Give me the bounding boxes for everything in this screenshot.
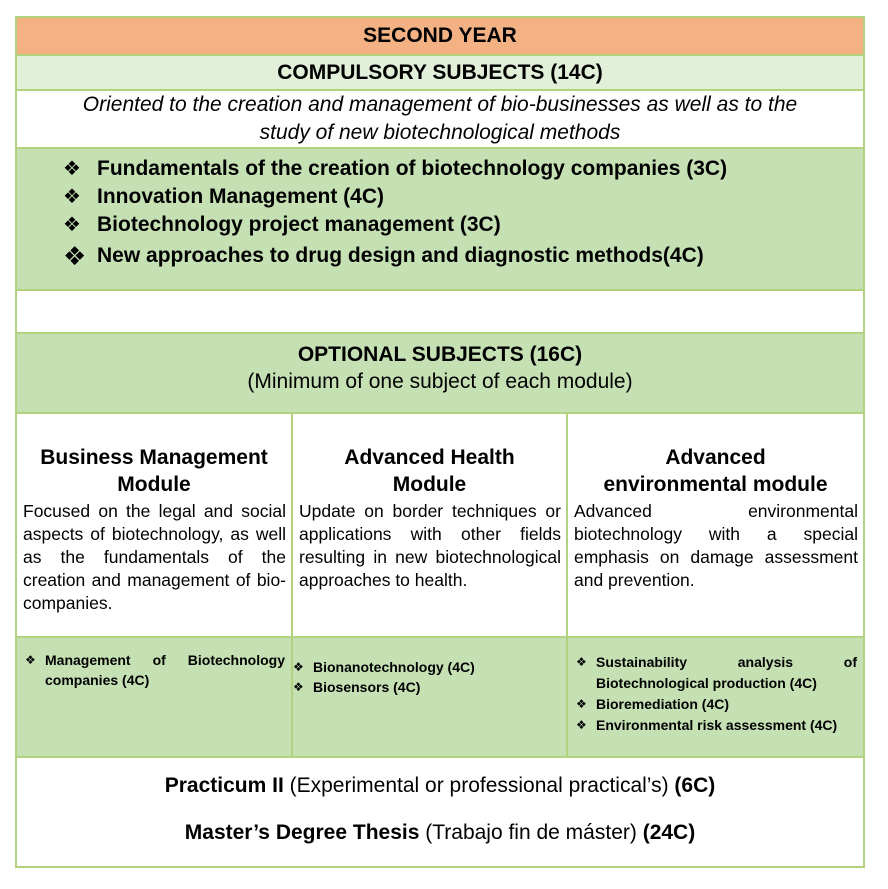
- list-item: [63, 239, 863, 273]
- second-year-header: [15, 16, 865, 56]
- list-item: ❖ Bioremediation (4C): [576, 694, 857, 715]
- list-item: [63, 183, 863, 211]
- health-subjects: [293, 638, 568, 756]
- diamond-bullet-icon: ❖: [293, 660, 304, 674]
- optional-header: [15, 334, 865, 414]
- subject-label: Innovation Management (4C): [97, 185, 385, 208]
- diamond-bullet-icon: ❖: [63, 186, 81, 208]
- description-line-2: study of new biotechnological methods: [259, 121, 621, 144]
- list-item: ❖ Biosensors (4C): [293, 679, 421, 695]
- module-title: Advanced environmental module: [603, 446, 828, 496]
- subject-label: New approaches to drug design and diagnostic methods(4C): [97, 244, 704, 267]
- final-credits-row: [15, 758, 865, 868]
- module-health: [293, 414, 568, 636]
- empty-row: [15, 291, 865, 334]
- module-description: Focused on the legal and social aspects of biotechnology, as well as the fundamentals of the creation and management of bio-companies.: [23, 501, 286, 613]
- module-description: Update on border techniques or applications with other fields resulting in new biotechnological approaches to health.: [299, 501, 561, 590]
- diamond-bullet-icon: ❖: [63, 158, 81, 180]
- compulsory-title: COMPULSORY SUBJECTS (14C): [277, 60, 603, 84]
- optional-title: OPTIONAL SUBJECTS (16C): [297, 343, 583, 366]
- diamond-bullet-icon: ❖: [63, 214, 81, 236]
- business-subjects: [17, 638, 293, 756]
- module-title: Advanced Health Module: [344, 446, 515, 496]
- list-item: ❖ Sustainability analysis of Biotechnological production (4C): [576, 652, 857, 694]
- thesis-line: Master’s Degree Thesis (Trabajo fin de máster) (24C): [184, 821, 696, 844]
- module-subjects-row: [15, 638, 865, 758]
- list-item: [63, 155, 863, 183]
- diamond-bullet-icon: ❖: [25, 653, 36, 667]
- module-environmental: [568, 414, 863, 636]
- diamond-bullet-icon: ❖: [576, 718, 587, 732]
- module-business: [17, 414, 293, 636]
- environmental-subjects: [568, 638, 863, 756]
- subject-label: Biotechnology project management (3C): [97, 213, 501, 236]
- diamond-bullet-icon: ❖: [293, 680, 304, 694]
- module-description: Advanced environmental biotechnology with a special emphasis on damage assessment and prevention.: [574, 501, 858, 590]
- list-item: ❖ Management of Biotechnology companies (4C): [25, 652, 285, 688]
- diamond-bullet-icon: ❖: [576, 697, 587, 711]
- practicum-line: Practicum II (Experimental or professional practical’s) (6C): [164, 774, 716, 797]
- list-item: ❖ Bionanotechnology (4C): [293, 659, 475, 675]
- compulsory-header: [15, 56, 865, 91]
- diamond-bullet-icon: ❖: [576, 655, 587, 669]
- year-title: SECOND YEAR: [363, 24, 517, 47]
- description-line-1: Oriented to the creation and management of bio-businesses as well as to the: [82, 93, 798, 116]
- compulsory-description: [15, 91, 865, 149]
- subject-label: Fundamentals of the creation of biotechnology companies (3C): [97, 157, 728, 180]
- modules-row: [15, 414, 865, 638]
- compulsory-subjects-list: [15, 149, 865, 291]
- list-item: ❖ Environmental risk assessment (4C): [576, 715, 857, 736]
- module-title: Business Management Module: [40, 446, 268, 496]
- diamond-bullet-icon: ❖: [63, 241, 87, 271]
- optional-subtitle: (Minimum of one subject of each module): [247, 370, 633, 393]
- list-item: [63, 211, 863, 239]
